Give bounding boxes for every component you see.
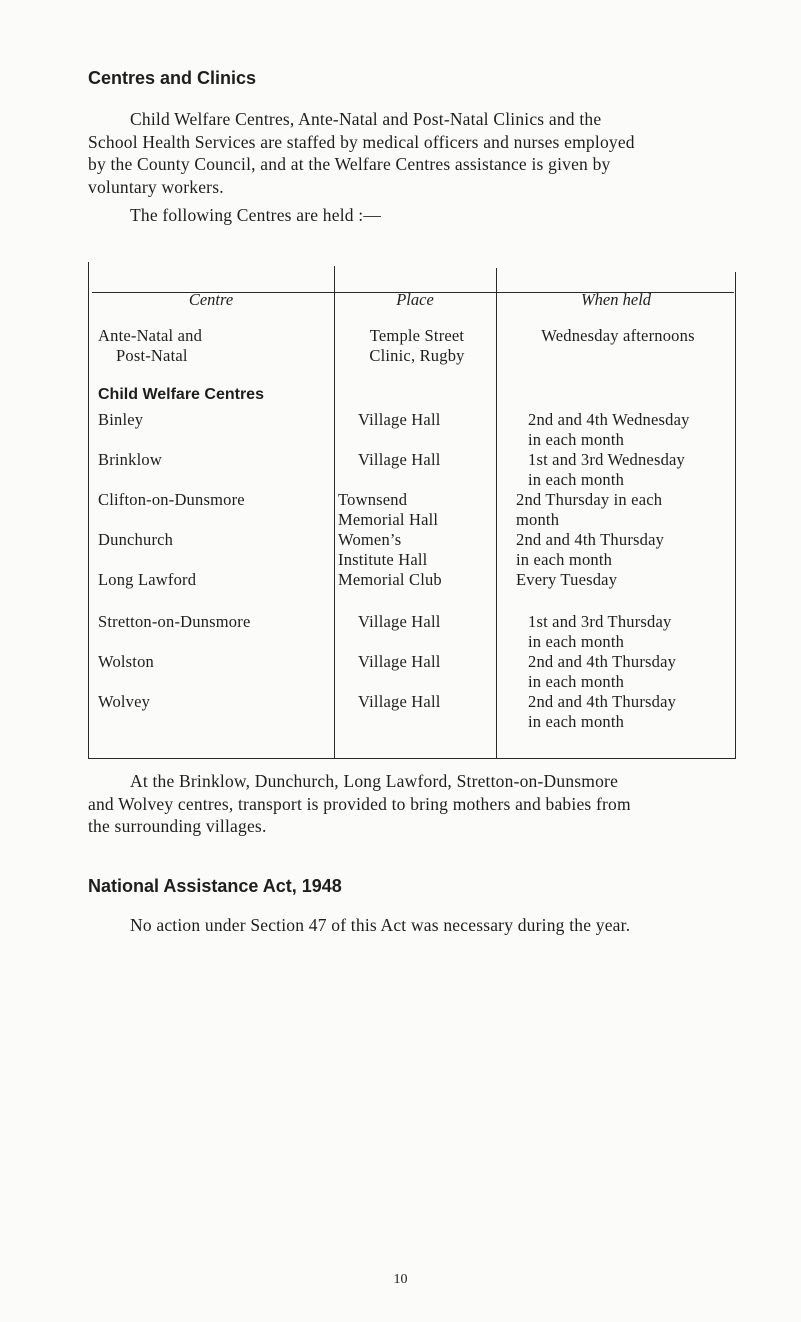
antenatal-centre [98, 326, 202, 366]
intro-paragraph [88, 108, 733, 198]
row-when-line: in each month [528, 430, 625, 449]
table-divider-2 [496, 268, 497, 758]
row-place [338, 530, 427, 570]
row-when-line: 2nd and 4th Thursday [528, 692, 677, 711]
intro-line: voluntary workers. [88, 176, 224, 197]
row-when [528, 652, 676, 692]
header-place: Place [396, 290, 434, 309]
row-place [338, 570, 442, 590]
row-when [528, 692, 676, 732]
row-when-line: in each month [528, 712, 625, 731]
row-centre: Binley [98, 410, 144, 429]
page-number: 10 [393, 1272, 408, 1287]
row-place [358, 450, 441, 470]
row-when-line: 1st and 3rd Wednesday [528, 450, 685, 469]
row-when-line: 2nd and 4th Thursday [528, 652, 677, 671]
centres-table [88, 262, 736, 758]
transport-line: the surrounding villages. [88, 816, 267, 836]
intro-line: Child Welfare Centres, Ante-Natal and Post-Natal Clinics and the [130, 109, 602, 129]
antenatal-when-line: Wednesday afternoons [541, 326, 695, 345]
table-bottom-rule [88, 758, 736, 759]
row-when-line: in each month [528, 632, 625, 651]
row-place [358, 652, 441, 672]
national-assistance-heading: National Assistance Act, 1948 [88, 876, 342, 896]
row-centre: Brinklow [98, 450, 162, 469]
row-when-line: month [516, 510, 560, 529]
antenatal-place [338, 326, 496, 366]
row-when [516, 570, 617, 590]
row-place-line: Village Hall [358, 692, 441, 711]
row-centre: Long Lawford [98, 570, 197, 589]
row-when-line: in each month [528, 470, 625, 489]
table-border-left [88, 262, 89, 758]
row-centre: Wolston [98, 652, 154, 671]
antenatal-centre-line: Ante-Natal and [98, 326, 203, 345]
row-place-line: Village Hall [358, 450, 441, 469]
row-place [358, 692, 441, 712]
row-when [528, 450, 685, 490]
row-place-line: Institute Hall [338, 550, 428, 569]
header-when-held: When held [580, 290, 652, 309]
row-place-line: Village Hall [358, 612, 441, 631]
antenatal-place-line: Temple Street [369, 326, 465, 345]
transport-line: and Wolvey centres, transport is provided to bring mothers and babies from [88, 793, 631, 814]
row-when-line: in each month [528, 672, 625, 691]
row-when-line: in each month [516, 550, 613, 569]
row-when-line: Every Tuesday [516, 570, 618, 589]
following-text: The following Centres are held :— [130, 205, 382, 225]
row-when [516, 530, 664, 570]
child-welfare-heading: Child Welfare Centres [98, 386, 264, 403]
national-assistance-text: No action under Section 47 of this Act was necessary during the year. [130, 915, 631, 935]
row-when-line: 2nd and 4th Thursday [516, 530, 665, 549]
transport-paragraph [88, 770, 733, 838]
antenatal-when [500, 326, 736, 346]
antenatal-place-line: Clinic, Rugby [369, 346, 465, 365]
row-when-line: 1st and 3rd Thursday [528, 612, 672, 631]
row-centre: Stretton-on-Dunsmore [98, 612, 251, 631]
row-place-line: Memorial Hall [338, 510, 439, 529]
transport-line: At the Brinklow, Dunchurch, Long Lawford, Stretton-on-Dunsmore [130, 771, 619, 791]
row-when [528, 612, 671, 652]
row-place [358, 612, 441, 632]
row-centre: Wolvey [98, 692, 151, 711]
table-divider-1 [334, 266, 335, 758]
intro-line: by the County Council, and at the Welfare Centres assistance is given by [88, 154, 611, 174]
row-place [338, 490, 438, 530]
row-centre: Clifton-on-Dunsmore [98, 490, 245, 509]
row-place-line: Townsend [338, 490, 408, 509]
antenatal-centre-line: Post-Natal [116, 346, 188, 365]
row-place-line: Women’s [338, 530, 402, 549]
row-when-line: 2nd and 4th Wednesday [528, 410, 690, 429]
row-when-line: 2nd Thursday in each [516, 490, 663, 509]
row-place-line: Village Hall [358, 652, 441, 671]
row-place-line: Memorial Club [338, 570, 442, 589]
header-centre: Centre [188, 290, 234, 309]
row-place [358, 410, 441, 430]
row-when [516, 490, 662, 530]
section-heading: Centres and Clinics [88, 68, 257, 88]
row-when [528, 410, 690, 450]
row-centre: Dunchurch [98, 530, 174, 549]
row-place-line: Village Hall [358, 410, 441, 429]
intro-line: School Health Services are staffed by medical officers and nurses employed [88, 131, 635, 152]
